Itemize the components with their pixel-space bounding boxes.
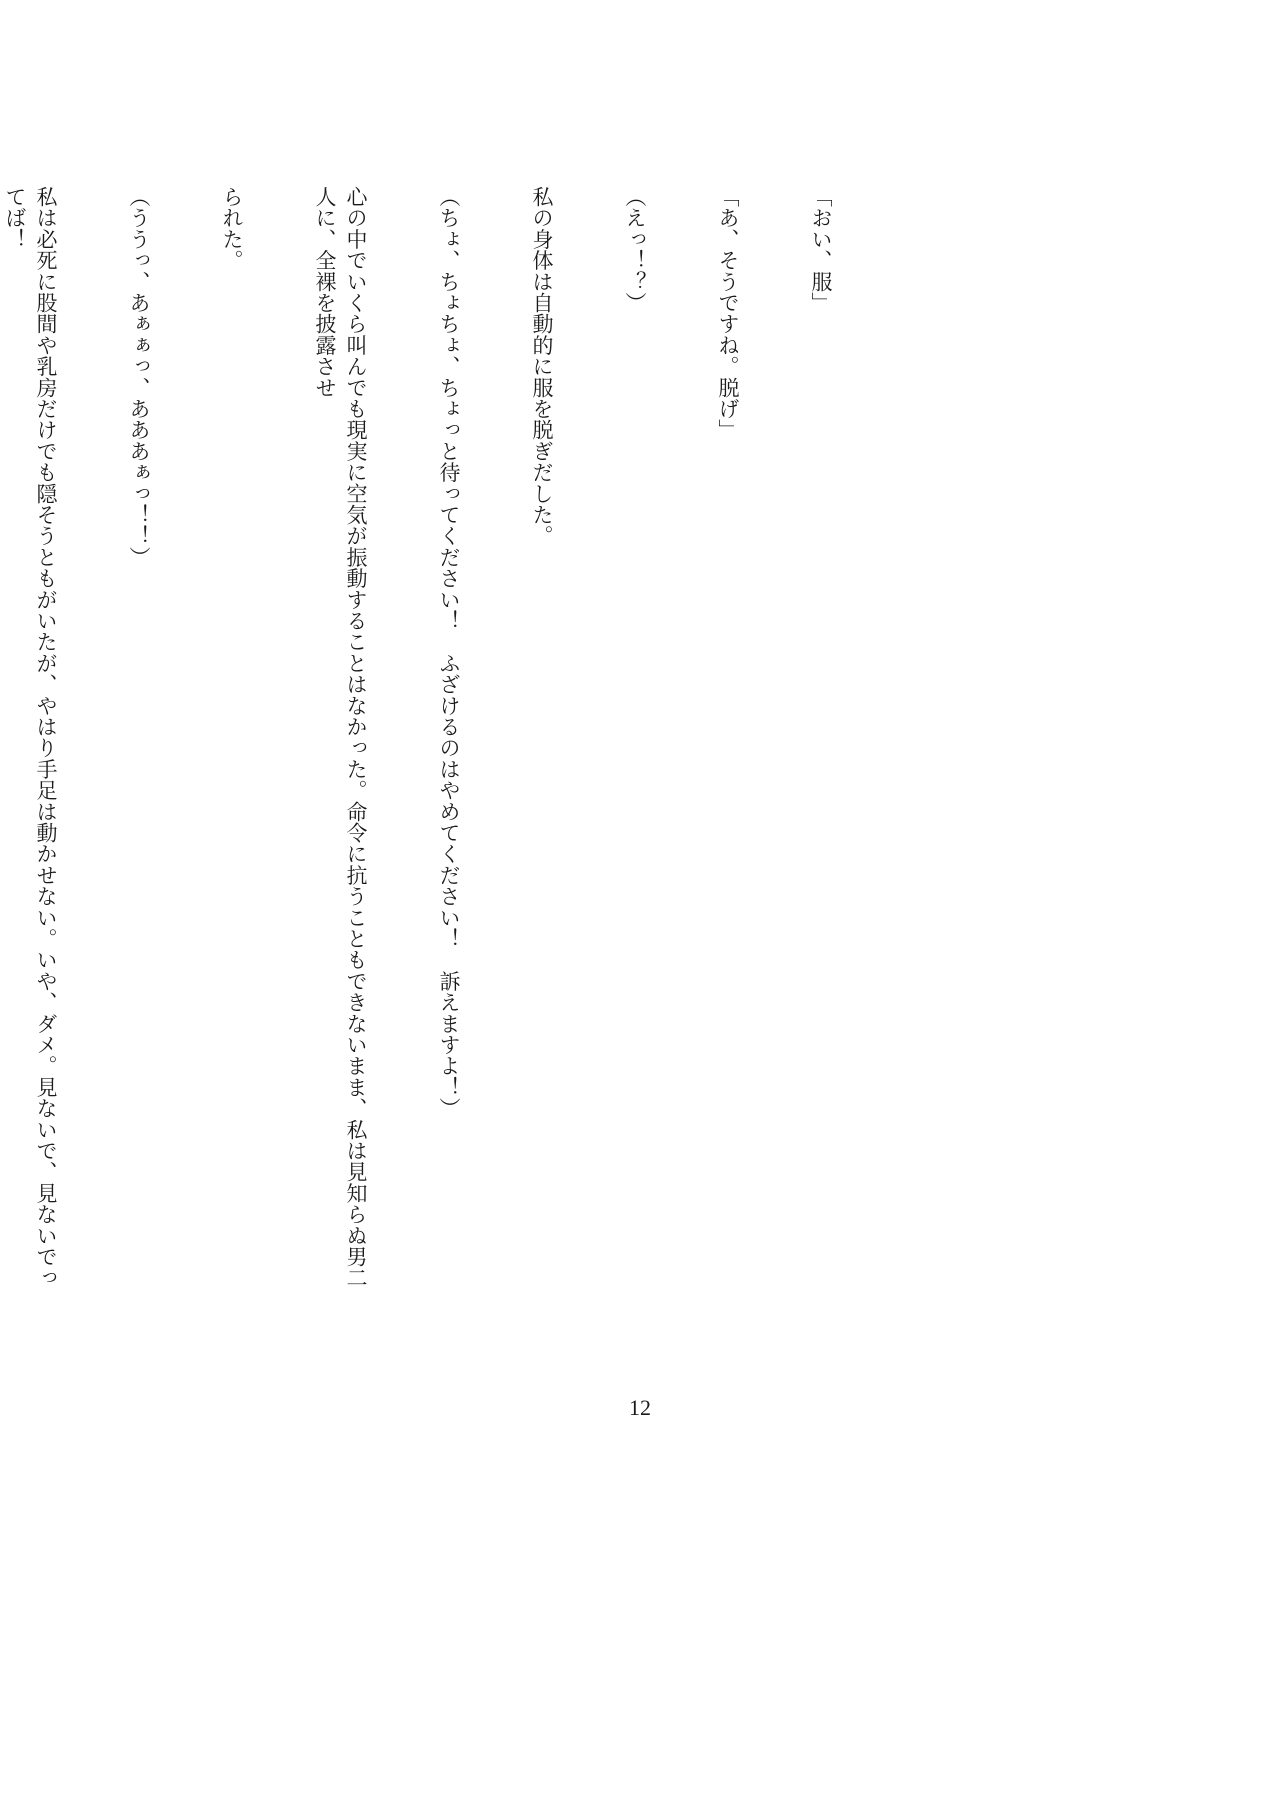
- text-line: （えっ！？）: [623, 186, 647, 314]
- text-line: られた。: [220, 186, 244, 271]
- text-line: 「おい、服」: [809, 186, 833, 314]
- text-line: 私は必死に股間や乳房だけでも隠そうともがいたが、やはり手足は動かせない。いや、ダメ。見ないで、見ないでってば！: [3, 186, 58, 1289]
- text-line: 私の身体は自動的に服を脱ぎだした。: [530, 186, 554, 547]
- page-number: 12: [629, 1395, 651, 1420]
- text-line: 心の中でいくら叫んでも現実に空気が振動することはなかった。命令に抗うこともできないまま、私は見知らぬ男二人に、全裸を披露させ: [313, 186, 368, 1289]
- text-line: 「あ、そうですね。脱げ」: [716, 186, 740, 441]
- text-line: （ちょ、ちょちょ、ちょっと待ってください！ ふざけるのはやめてください！ 訴えますよ！）: [437, 186, 461, 1119]
- text-line: （ううっ、あぁぁっ、あああぁっ！！）: [127, 186, 151, 568]
- body-text: [3, 186, 898, 1296]
